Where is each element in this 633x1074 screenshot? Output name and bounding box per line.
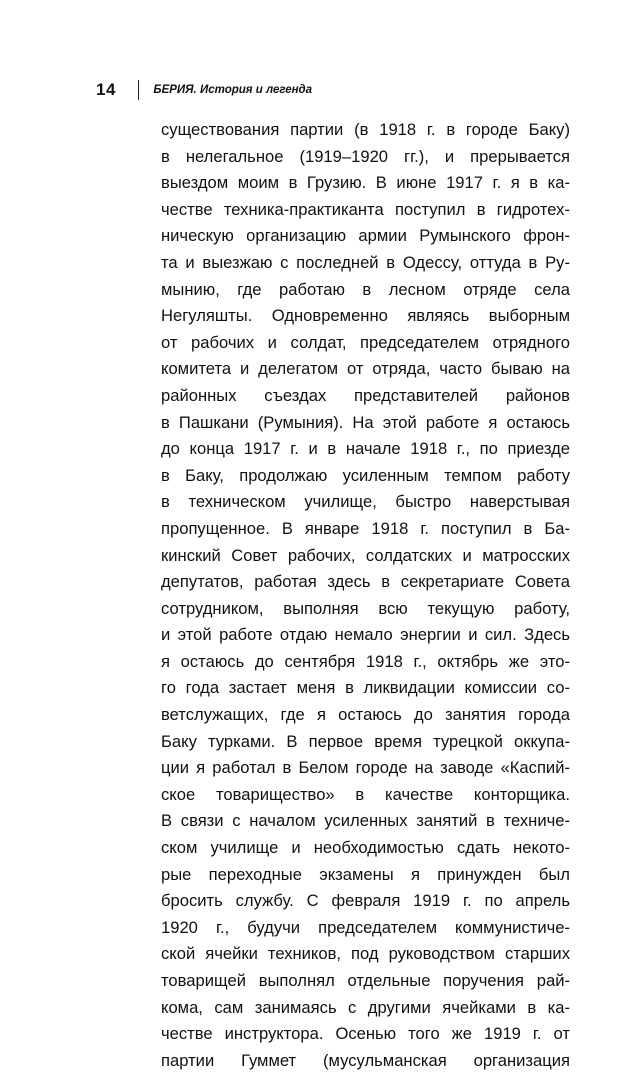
text-line: Баку турками. В первое время турецкой оккупа- <box>161 731 570 751</box>
text-line: го года застает меня в ликвидации комиссии со- <box>161 678 570 698</box>
text-line: рые переходные экзамены я принужден был <box>161 864 570 884</box>
text-line: ском училище и необходимостью сдать некото- <box>161 838 570 858</box>
text-line: кома, сам занимаясь с другими ячейками в ка- <box>161 997 570 1017</box>
running-head <box>96 78 312 102</box>
text-line: сотрудником, выполняя всю текущую работу, <box>161 598 570 618</box>
text-line: я остаюсь до сентября 1918 г., октябрь же это- <box>161 651 570 671</box>
text-line: и этой работе отдаю немало энергии и сил. Здесь <box>161 625 570 645</box>
text-line: в Пашкани (Румыния). На этой работе я остаюсь <box>161 412 570 432</box>
text-line: ции я работал в Белом городе на заводе «Каспий- <box>161 758 570 778</box>
text-line: Негуляшты. Одновременно являясь выборным <box>161 306 570 326</box>
text-line: в техническом училище, быстро наверстывая <box>161 492 570 512</box>
body-text <box>161 117 570 1074</box>
text-line: депутатов, работая здесь в секретариате Совета <box>161 572 570 592</box>
text-line: партии Гуммет (мусульманская организация <box>161 1050 570 1070</box>
text-line: ветслужащих, где я остаюсь до занятия города <box>161 705 570 725</box>
text-line: кинский Совет рабочих, солдатских и матросских <box>161 545 570 565</box>
text-line: ское товарищество» в качестве конторщика. <box>161 784 570 804</box>
text-line: В связи с началом усиленных занятий в техниче- <box>161 811 570 831</box>
text-line: та и выезжаю с последней в Одессу, оттуда в Ру- <box>161 252 570 272</box>
text-line: комитета и делегатом от отряда, часто бываю на <box>161 359 570 379</box>
text-line: честве инструктора. Осенью того же 1919 г. от <box>161 1024 570 1044</box>
text-line: существования партии (в 1918 г. в городе Баку) <box>161 120 570 139</box>
text-line: мынию, где работаю в лесном отряде села <box>161 279 570 299</box>
text-line: 1920 г., будучи председателем коммунистиче- <box>161 917 570 937</box>
book-title: БЕРИЯ. История и легенда <box>153 84 313 96</box>
text-line: до конца 1917 г. и в начале 1918 г., по приезде <box>161 439 570 459</box>
text-line: бросить службу. С февраля 1919 г. по апрель <box>161 891 570 911</box>
text-line: выездом моим в Грузию. В июне 1917 г. я в ка- <box>161 173 570 193</box>
text-line: в Баку, продолжаю усиленным темпом работу <box>161 465 570 485</box>
text-line: районных съездах представителей районов <box>161 385 570 405</box>
text-line: от рабочих и солдат, председателем отрядного <box>161 332 570 352</box>
header-divider <box>138 80 140 100</box>
text-line: ническую организацию армии Румынского фрон- <box>161 226 570 246</box>
text-line: товарищей выполнял отдельные поручения рай- <box>161 971 570 990</box>
text-line: в нелегальное (1919–1920 гг.), и прерывается <box>161 146 570 166</box>
text-line: ской ячейки техников, под руководством старших <box>161 944 570 964</box>
page-number: 14 <box>96 80 116 99</box>
text-line: пропущенное. В январе 1918 г. поступил в Ба- <box>161 518 570 538</box>
text-line: честве техника-практиканта поступил в гидротех- <box>161 199 570 219</box>
